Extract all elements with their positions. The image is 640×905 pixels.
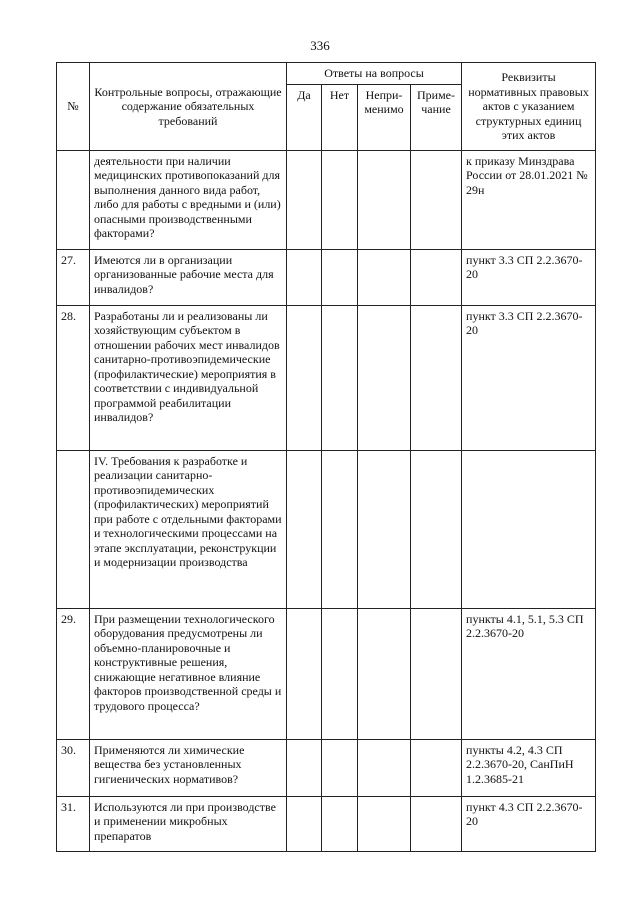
row-number: 30.	[57, 739, 90, 796]
answer-note-cell	[411, 739, 462, 796]
header-answers: Ответы на вопросы	[287, 63, 462, 85]
answer-note-cell	[411, 450, 462, 608]
row-number: 29.	[57, 608, 90, 739]
header-questions: Контрольные вопросы, отражающие содержание обязательных требований	[90, 63, 287, 151]
answer-na-cell	[358, 739, 411, 796]
answer-no-cell	[322, 249, 358, 305]
page-number: 336	[310, 38, 330, 53]
row-number	[57, 450, 90, 608]
header-yes: Да	[287, 84, 322, 150]
answer-na-cell	[358, 796, 411, 851]
row-number	[57, 150, 90, 249]
answer-no-cell	[322, 796, 358, 851]
answer-na-cell	[358, 249, 411, 305]
row-question: деятельности при наличии медицинских противопоказаний для выполнения данного вида работ, либо для работы с вредными и (или) опасными производственными факторами?	[90, 150, 287, 249]
row-number: 31.	[57, 796, 90, 851]
row-reference: пункты 4.1, 5.1, 5.3 СП 2.2.3670-20	[462, 608, 596, 739]
answer-yes-cell	[287, 608, 322, 739]
row-reference: к приказу Минздрава России от 28.01.2021 № 29н	[462, 150, 596, 249]
checklist-table	[56, 62, 596, 852]
row-question: При размещении технологического оборудования предусмотрены ли объемно-планировочные и конструктивные решения, снижающие негативное влияние факторов производственной среды и трудового процесса?	[90, 608, 287, 739]
header-no: Нет	[322, 84, 358, 150]
header-num: №	[57, 63, 90, 151]
row-number: 27.	[57, 249, 90, 305]
answer-yes-cell	[287, 305, 322, 450]
answer-note-cell	[411, 796, 462, 851]
table-row	[57, 608, 596, 739]
table-row	[57, 796, 596, 851]
answer-note-cell	[411, 249, 462, 305]
answer-note-cell	[411, 305, 462, 450]
row-reference	[462, 450, 596, 608]
row-question: Используются ли при производстве и применении микробных препаратов	[90, 796, 287, 851]
answer-no-cell	[322, 450, 358, 608]
header-note: Приме-чание	[411, 84, 462, 150]
answer-yes-cell	[287, 249, 322, 305]
row-reference: пункт 4.3 СП 2.2.3670-20	[462, 796, 596, 851]
answer-yes-cell	[287, 796, 322, 851]
table-row	[57, 249, 596, 305]
header-na: Непри-менимо	[358, 84, 411, 150]
section-heading-row	[57, 450, 596, 608]
row-reference: пункт 3.3 СП 2.2.3670-20	[462, 305, 596, 450]
answer-yes-cell	[287, 150, 322, 249]
answer-note-cell	[411, 150, 462, 249]
answer-na-cell	[358, 305, 411, 450]
section-heading: IV. Требования к разработке и реализации санитарно-противоэпидемических (профилактических) мероприятий при работе с отдельными факторами и технологическими процессами на этапе эксплуатации, реконструкции и модернизации производства	[90, 450, 287, 608]
row-number: 28.	[57, 305, 90, 450]
table-row	[57, 305, 596, 450]
answer-note-cell	[411, 608, 462, 739]
header-requisites: Реквизиты нормативных правовых актов с указанием структурных единиц этих актов	[462, 63, 596, 151]
answer-na-cell	[358, 608, 411, 739]
answer-yes-cell	[287, 739, 322, 796]
row-question: Имеются ли в организации организованные рабочие места для инвалидов?	[90, 249, 287, 305]
table-row	[57, 739, 596, 796]
row-reference: пункты 4.2, 4.3 СП 2.2.3670-20, СанПиН 1.2.3685-21	[462, 739, 596, 796]
answer-na-cell	[358, 450, 411, 608]
answer-no-cell	[322, 305, 358, 450]
answer-yes-cell	[287, 450, 322, 608]
row-question: Разработаны ли и реализованы ли хозяйствующим субъектом в отношении рабочих мест инвалидов санитарно-противоэпидемические (профилактические) мероприятия в соответствии с индивидуальной программой реабилитации инвалидов?	[90, 305, 287, 450]
row-reference: пункт 3.3 СП 2.2.3670-20	[462, 249, 596, 305]
row-question: Применяются ли химические вещества без установленных гигиенических нормативов?	[90, 739, 287, 796]
answer-no-cell	[322, 150, 358, 249]
answer-na-cell	[358, 150, 411, 249]
answer-no-cell	[322, 608, 358, 739]
answer-no-cell	[322, 739, 358, 796]
table-row	[57, 150, 596, 249]
